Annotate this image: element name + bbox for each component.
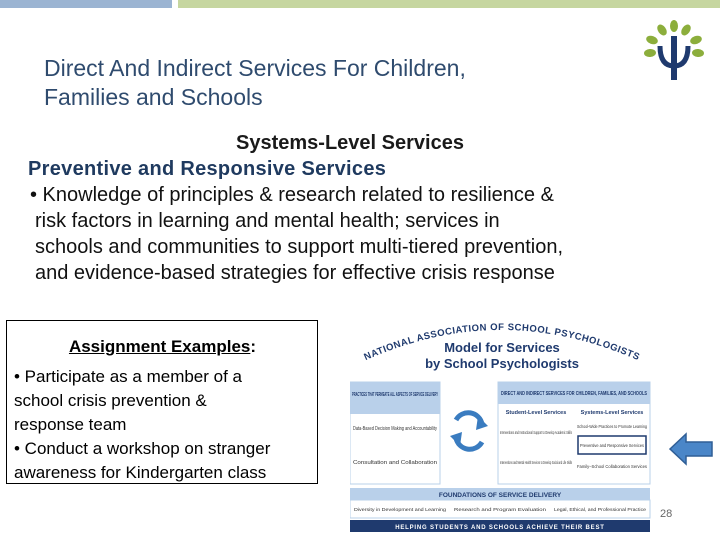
model-title: Model for Services: [444, 340, 560, 355]
slide-title-line: Direct And Indirect Services For Children,: [44, 55, 466, 81]
model-subtitle: by School Psychologists: [425, 356, 579, 371]
systems-item: Family–School Collaboration Services: [577, 464, 648, 469]
practices-header-bg: [350, 382, 440, 414]
section-heading: Systems-Level Services: [236, 132, 464, 154]
model-footer: HELPING STUDENTS AND SCHOOLS ACHIEVE THEIR BEST: [395, 525, 605, 531]
knowledge-bullet: [30, 182, 680, 286]
bullet-line: risk factors in learning and mental health; services in: [35, 210, 500, 232]
nasp-psi-logo: [640, 18, 708, 86]
student-level-label: Student-Level Services: [505, 410, 567, 416]
assignment-line: response team: [14, 415, 127, 434]
assignment-heading-text: Assignment Examples: [68, 337, 251, 356]
assignment-examples-box: [6, 320, 318, 484]
section-subheading: Preventive and Responsive Services: [28, 158, 387, 180]
foundations-item: Diversity in Development and Learning: [354, 507, 447, 512]
assignment-line: • Participate as a member of a: [14, 367, 242, 386]
top-accent-bar-blue: [0, 0, 172, 8]
foundations-header: FOUNDATIONS OF SERVICE DELIVERY: [438, 492, 562, 499]
cycle-arrows-icon: [450, 413, 488, 450]
nasp-practice-model-graphic: [350, 312, 654, 534]
assignment-heading-colon: :: [250, 337, 257, 356]
student-item: Interventions and Mental Health Services to Develop Social and Life Skills: [500, 460, 573, 465]
left-arrow-icon: [668, 432, 714, 466]
foundations-item: Research and Program Evaluation: [454, 507, 547, 512]
practices-item: Consultation and Collaboration: [353, 460, 438, 466]
top-accent-bar-green: [178, 0, 720, 8]
assignment-line: awareness for Kindergarten class: [14, 463, 267, 482]
foundations-item: Legal, Ethical, and Professional Practice: [554, 507, 647, 512]
systems-item: School-Wide Practices to Promote Learning: [577, 424, 648, 429]
assignment-heading: [14, 335, 311, 359]
model-arc-text: NATIONAL ASSOCIATION OF SCHOOL PSYCHOLOGISTS: [362, 321, 642, 364]
practices-header: PRACTICES THAT PERMEATE ALL ASPECTS OF SERVICE DELIVERY: [352, 392, 439, 398]
slide-title: [44, 54, 604, 112]
direct-services-header: DIRECT AND INDIRECT SERVICES FOR CHILDREN, FAMILIES, AND SCHOOLS: [501, 391, 648, 397]
assignment-line: school crisis prevention &: [14, 391, 207, 410]
bullet-line: and evidence-based strategies for effective crisis response: [35, 262, 555, 284]
top-accent-bar: [0, 0, 720, 8]
assignment-line: • Conduct a workshop on stranger: [14, 439, 271, 458]
slide-title-line: Families and Schools: [44, 84, 263, 110]
practices-item: Data-Based Decision Making and Accountability: [353, 426, 438, 432]
bullet-line: schools and communities to support multi-tiered prevention,: [35, 236, 564, 258]
bullet-line: • Knowledge of principles & research related to resilience &: [30, 184, 554, 206]
student-item: Interventions and Instructional Support to Develop Academic Skills: [500, 430, 573, 435]
systems-item: Preventive and Responsive Services: [580, 443, 645, 448]
page-number: 28: [660, 508, 673, 520]
systems-level-label: Systems-Level Services: [580, 410, 644, 416]
